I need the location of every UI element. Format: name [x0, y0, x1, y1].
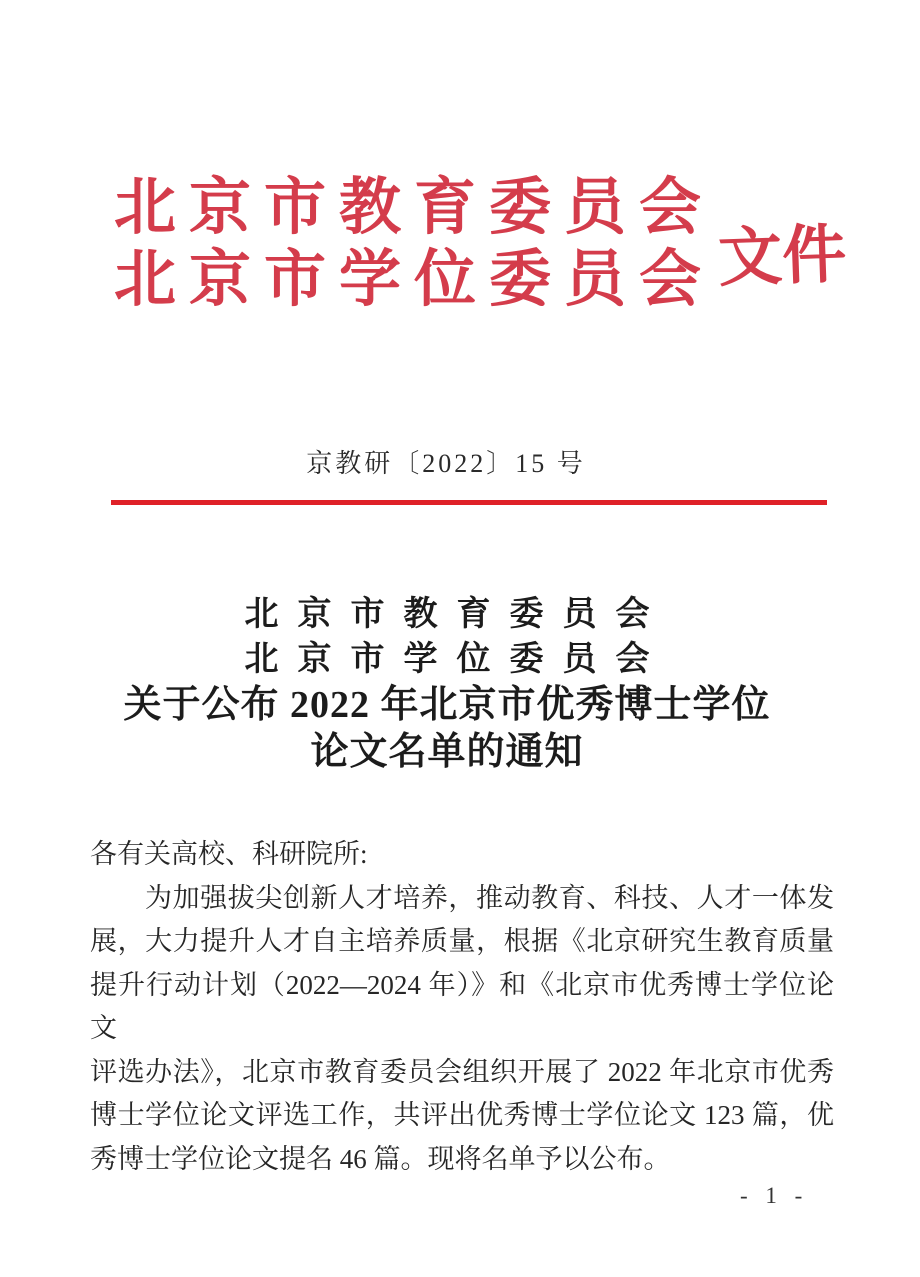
letterhead: [114, 172, 846, 316]
title-subject-line-2: 论文名单的通知: [310, 731, 584, 773]
body-line: 评选办法》，北京市教育委员会组织开展了 2022 年北京市优秀: [90, 1056, 834, 1087]
title-org-line-2: 北京市学位委员会: [244, 641, 669, 678]
body-paragraph: [90, 877, 834, 1182]
body-line: 提升行动计划（2022—2024 年）》和《北京市优秀博士学位论文: [90, 969, 834, 1043]
document-number: 京教研〔2022〕15 号: [306, 449, 586, 478]
title-org-line-1: 北京市教育委员会: [244, 596, 669, 633]
body-text: [90, 833, 834, 1181]
body-line: 展，大力提升人才自主培养质量，根据《北京研究生教育质量: [90, 926, 834, 956]
letterhead-doc-type-label: 文件: [717, 218, 848, 295]
title-subject-line-1: 关于公布 2022 年北京市优秀博士学位: [123, 684, 771, 726]
letterhead-org-line-1: 北京市教育委员会: [114, 174, 715, 242]
body-line: 为加强拔尖创新人才培养，推动教育、科技、人才一体发: [145, 882, 834, 913]
letterhead-org-line-2: 北京市学位委员会: [114, 246, 715, 314]
red-divider-line: [111, 500, 827, 505]
page-number: - 1 -: [740, 1183, 809, 1208]
document-title: [76, 592, 818, 776]
body-line: 博士学位论文评选工作，共评出优秀博士学位论文 123 篇，优: [90, 1100, 834, 1130]
salutation-line: 各有关高校、科研院所:: [90, 839, 368, 869]
letterhead-org-names: [114, 172, 714, 316]
body-line: 秀博士学位论文提名 46 篇。现将名单予以公布。: [90, 1143, 671, 1174]
